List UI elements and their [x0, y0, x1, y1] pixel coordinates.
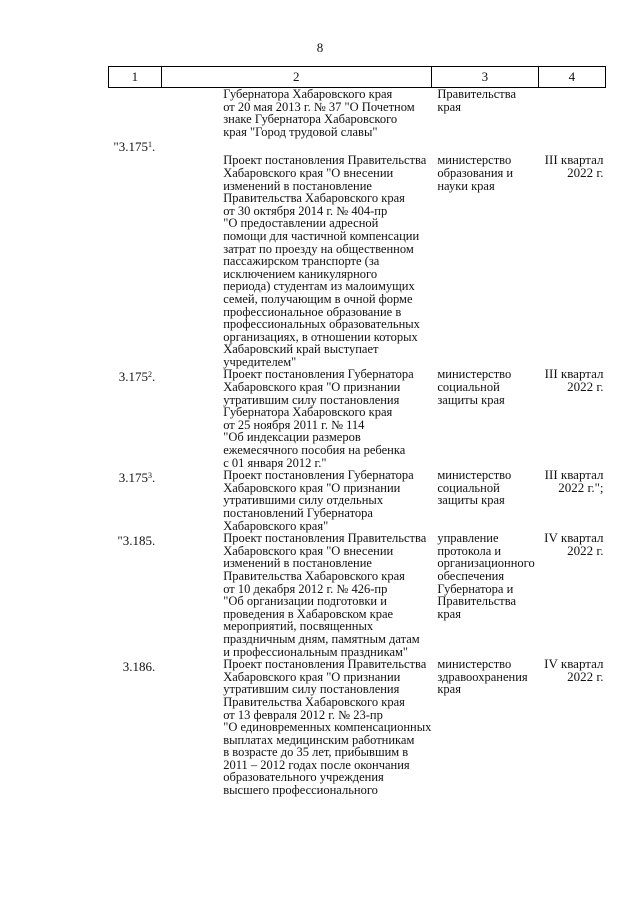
table-row — [109, 368, 606, 469]
executor-line: Губернатора и — [437, 581, 514, 596]
continuation-period — [538, 88, 605, 139]
item-number-text: 3.175 — [118, 369, 148, 385]
executor-line: Правительства — [437, 87, 517, 101]
executor-line: социальной — [437, 480, 500, 495]
description-line: Хабаровского края "О внесении — [223, 165, 394, 180]
description-line: "Об организации подготовки и — [223, 594, 387, 609]
period-line: IV квартал — [544, 530, 604, 546]
description-line: Проект постановления Правительства — [223, 153, 427, 168]
description-line: от 10 декабря 2012 г. № 426-пр — [223, 581, 388, 596]
period-line: 2022 г. — [567, 668, 604, 684]
item-period — [538, 658, 605, 797]
executor-line: социальной — [437, 380, 500, 395]
item-description — [161, 469, 431, 532]
description-line: помощи для частичной компенсации — [223, 228, 420, 243]
description-line: Хабаровского края "О признании — [223, 669, 401, 684]
description-line: проведения в Хабаровском крае — [223, 606, 394, 621]
continuation-row — [109, 88, 606, 139]
description-line: Хабаровского края "О признании — [223, 480, 401, 495]
item-number — [109, 532, 162, 658]
executor-line: края — [437, 606, 461, 621]
description-line: утратившими силу отдельных — [223, 493, 384, 508]
period-line: IV квартал — [544, 656, 604, 672]
executor-line: здравоохранения — [437, 669, 528, 684]
executor-line: организационного — [437, 556, 535, 571]
description-line: исключением каникулярного — [223, 266, 378, 281]
description-line: образовательного учреждения — [223, 770, 384, 785]
description-line: утратившим силу постановления — [223, 682, 400, 697]
executor-line: управление — [437, 531, 499, 546]
header-col-1: 1 — [109, 67, 162, 88]
description-line: от 25 ноября 2011 г. № 114 — [223, 417, 365, 432]
item-number — [109, 368, 162, 469]
period-line: 2022 г. — [567, 379, 604, 395]
item-description — [161, 532, 431, 658]
period-line: III квартал — [544, 366, 604, 382]
period-line: III квартал — [544, 152, 604, 168]
item-executor — [431, 138, 538, 368]
executor-line: Правительства — [437, 594, 517, 609]
description-line: 2011 – 2012 годах после окончания — [223, 757, 410, 772]
item-executor — [431, 532, 538, 658]
executor-line: края — [437, 99, 461, 114]
description-line: профессиональное образование в — [223, 304, 402, 319]
executor-line: министерство — [437, 153, 512, 168]
item-number-text: 3.186. — [122, 659, 156, 675]
executor-line: министерство — [437, 367, 512, 382]
description-line: от 20 мая 2013 г. № 37 "О Почетном — [223, 99, 415, 114]
item-executor — [431, 469, 538, 532]
description-line: утратившим силу постановления — [223, 392, 400, 407]
description-line: ежемесячного пособия на ребенка — [223, 443, 406, 458]
description-line: от 30 октября 2014 г. № 404-пр — [223, 203, 388, 218]
description-line: мероприятий, посвященных — [223, 619, 374, 634]
item-period — [538, 368, 605, 469]
description-line: края "Город трудовой славы" — [223, 124, 378, 139]
executor-line: министерство — [437, 657, 512, 672]
item-period — [538, 532, 605, 658]
description-line: Правительства Хабаровского края — [223, 694, 405, 709]
table-row — [109, 138, 606, 368]
item-period — [538, 138, 605, 368]
continuation-description — [161, 88, 431, 139]
period-line: 2022 г. — [567, 164, 604, 180]
description-line: праздничным дням, памятным датам — [223, 631, 420, 646]
executor-line: науки края — [437, 178, 495, 193]
item-number-superscript: 1 — [147, 140, 152, 150]
item-number-suffix: . — [151, 369, 156, 385]
period-line: 2022 г. — [567, 542, 604, 558]
description-line: Проект постановления Губернатора — [223, 367, 414, 382]
description-line: пассажирском транспорте (за — [223, 254, 380, 269]
description-line: семей, получающим в очной форме — [223, 291, 413, 306]
item-number-suffix: . — [151, 470, 156, 486]
description-line: от 13 февраля 2012 г. № 23-пр — [223, 707, 383, 722]
item-number — [109, 138, 162, 368]
item-number-text: "3.175 — [113, 139, 148, 155]
executor-line: образования и — [437, 165, 514, 180]
description-line: периода) студентам из малоимущих — [223, 279, 415, 294]
table-row — [109, 469, 606, 532]
description-line: Проект постановления Правительства — [223, 657, 427, 672]
item-executor — [431, 368, 538, 469]
description-line: Хабаровского края "О признании — [223, 380, 401, 395]
description-line: с 01 января 2012 г." — [223, 455, 327, 470]
executor-line: министерство — [437, 468, 512, 483]
plan-table — [108, 66, 606, 797]
item-number — [109, 469, 162, 532]
description-line: Хабаровского края "О внесении — [223, 543, 394, 558]
description-line: Хабаровский край выступает — [223, 342, 379, 357]
description-line: высшего профессионального — [223, 783, 378, 798]
header-col-2: 2 — [161, 67, 431, 88]
description-line: изменений в постановление — [223, 178, 372, 193]
description-line: профессиональных образовательных — [223, 317, 420, 332]
executor-line: защиты края — [437, 493, 505, 508]
continuation-executor — [431, 88, 538, 139]
description-line: знаке Губернатора Хабаровского — [223, 112, 398, 127]
description-line: в возрасте до 35 лет, прибывшим в — [223, 745, 409, 760]
description-line: и профессиональным праздникам" — [223, 644, 409, 659]
description-line: учредителем" — [223, 354, 297, 369]
description-line: Правительства Хабаровского края — [223, 191, 405, 206]
description-line: "О предоставлении адресной — [223, 216, 379, 231]
item-number-text: "3.185. — [117, 533, 156, 549]
item-description — [161, 138, 431, 368]
item-number-superscript: 3 — [147, 471, 152, 481]
item-executor — [431, 658, 538, 797]
description-line: затрат по проезду на общественном — [223, 241, 414, 256]
executor-line: обеспечения — [437, 568, 505, 583]
executor-line: защиты края — [437, 392, 505, 407]
description-line: Губернатора Хабаровского края — [223, 405, 393, 420]
item-description — [161, 368, 431, 469]
table-row — [109, 532, 606, 658]
header-col-3: 3 — [431, 67, 538, 88]
page-number: 8 — [316, 40, 324, 55]
description-line: организациях, в отношении которых — [223, 329, 418, 344]
table-row — [109, 658, 606, 797]
item-number — [109, 658, 162, 797]
description-line: "О единовременных компенсационных — [223, 720, 432, 735]
description-line: изменений в постановление — [223, 556, 372, 571]
description-line: Губернатора Хабаровского края — [223, 87, 393, 101]
executor-line: протокола и — [437, 543, 502, 558]
item-number-suffix: . — [151, 139, 156, 155]
item-description — [161, 658, 431, 797]
description-line: "Об индексации размеров — [223, 430, 361, 445]
item-number-superscript: 2 — [147, 370, 152, 380]
header-col-4: 4 — [538, 67, 605, 88]
description-line: Правительства Хабаровского края — [223, 568, 405, 583]
executor-line: края — [437, 682, 461, 697]
description-line: Проект постановления Правительства — [223, 531, 427, 546]
period-line: III квартал — [544, 467, 604, 483]
description-line: Проект постановления Губернатора — [223, 468, 414, 483]
description-line: постановлений Губернатора — [223, 506, 373, 520]
table-header-row — [109, 67, 606, 88]
item-period — [538, 469, 605, 532]
description-line: Хабаровского края" — [223, 518, 329, 533]
continuation-number-cell — [109, 88, 162, 139]
description-line: выплатах медицинским работникам — [223, 732, 415, 747]
period-line: 2022 г."; — [558, 479, 604, 495]
item-number-text: 3.175 — [118, 470, 148, 486]
